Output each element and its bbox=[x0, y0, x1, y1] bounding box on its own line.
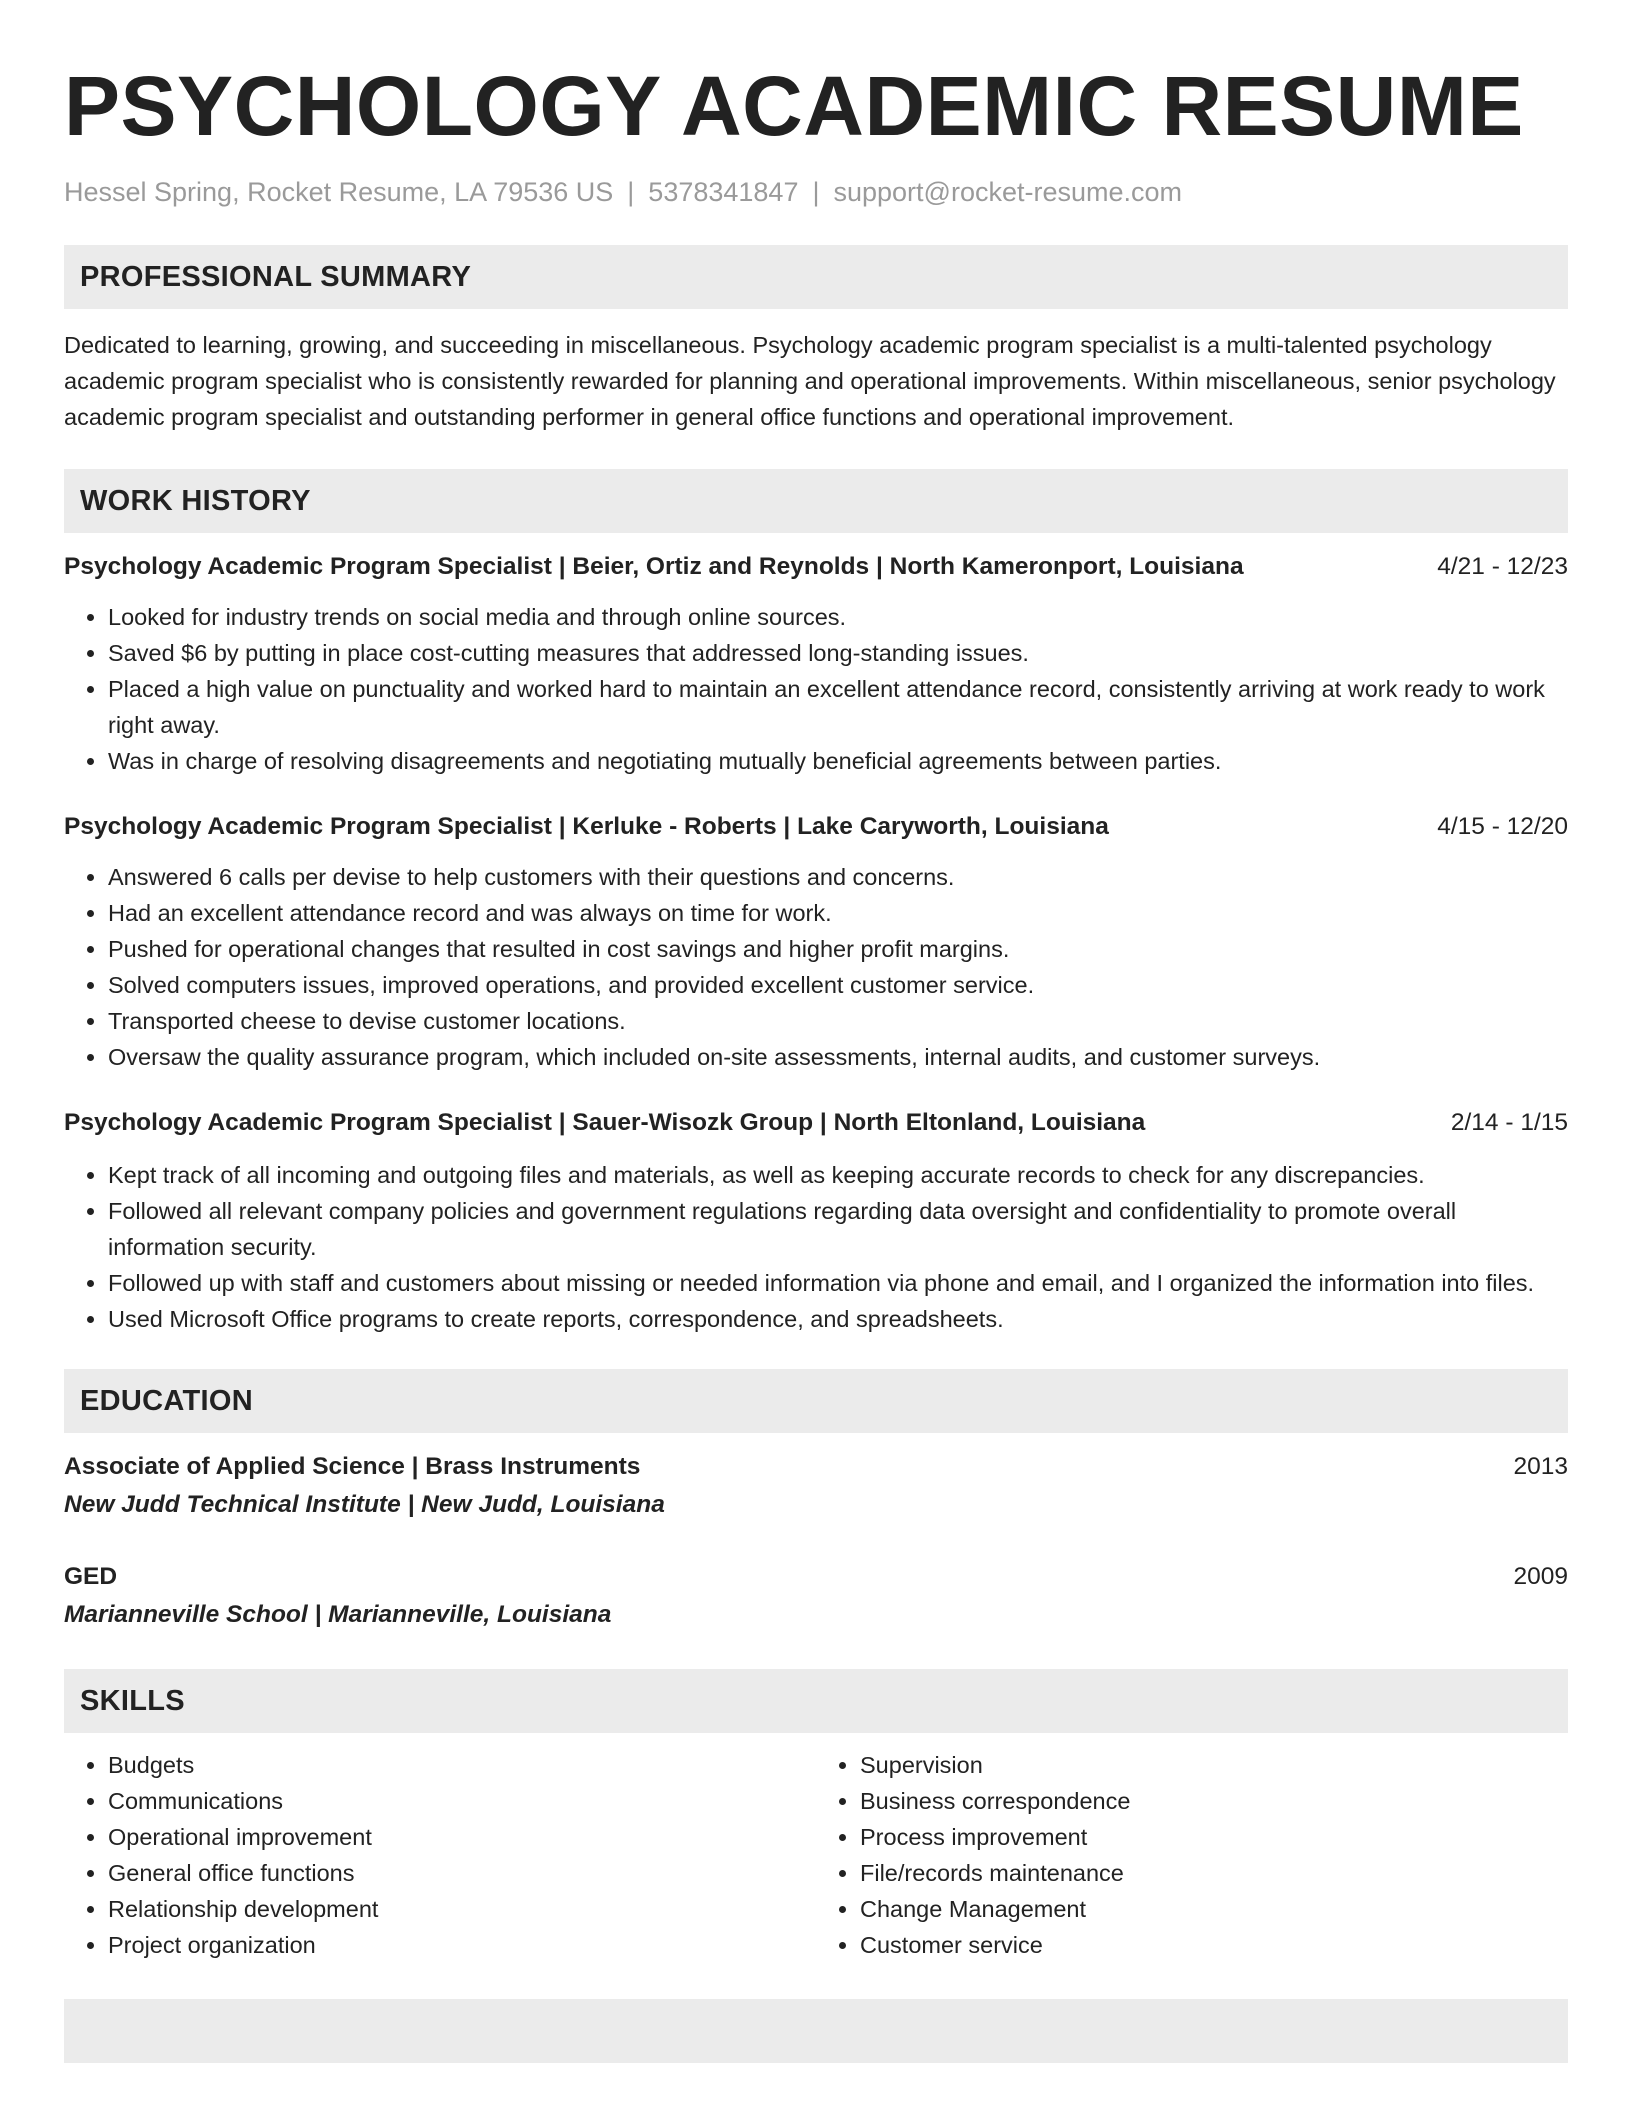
skill-item: • Customer service bbox=[860, 1927, 1568, 1963]
section-header-education: EDUCATION bbox=[64, 1369, 1568, 1433]
skill-item: • Budgets bbox=[108, 1747, 816, 1783]
contact-separator: | bbox=[812, 177, 820, 207]
job-dates: 4/15 - 12/20 bbox=[1437, 813, 1568, 840]
job-entry bbox=[64, 549, 1568, 779]
contact-line bbox=[64, 176, 1568, 208]
job-bullet: • Saved $6 by putting in place cost-cutting measures that addressed long-standing issues. bbox=[108, 635, 1568, 671]
job-bullet: • Transported cheese to devise customer locations. bbox=[108, 1003, 1568, 1039]
contact-phone: 5378341847 bbox=[648, 177, 799, 207]
job-bullet: • Placed a high value on punctuality and worked hard to maintain an excellent attendance record, consistently arriving at work ready to work right away. bbox=[108, 671, 1568, 743]
section-header-skills: SKILLS bbox=[64, 1669, 1568, 1733]
job-bullets bbox=[64, 1157, 1568, 1337]
contact-email: support@rocket-resume.com bbox=[833, 177, 1183, 207]
education-degree: Associate of Applied Science | Brass Instruments bbox=[64, 1453, 641, 1480]
education-heading-row bbox=[64, 1559, 1568, 1595]
skill-item: • Process improvement bbox=[860, 1819, 1568, 1855]
job-heading-row bbox=[64, 809, 1568, 845]
job-heading: Psychology Academic Program Specialist | Kerluke - Roberts | Lake Caryworth, Louisiana bbox=[64, 813, 1109, 840]
education-entry bbox=[64, 1449, 1568, 1523]
skill-item: • Relationship development bbox=[108, 1891, 816, 1927]
job-bullet: • Had an excellent attendance record and was always on time for work. bbox=[108, 895, 1568, 931]
job-bullet: • Was in charge of resolving disagreements and negotiating mutually beneficial agreements between parties. bbox=[108, 743, 1568, 779]
resume-title: PSYCHOLOGY ACADEMIC RESUME bbox=[64, 59, 1524, 153]
skill-item: • Project organization bbox=[108, 1927, 816, 1963]
job-dates: 2/14 - 1/15 bbox=[1450, 1109, 1568, 1136]
skill-item: • Business correspondence bbox=[860, 1783, 1568, 1819]
education-degree: GED bbox=[64, 1563, 118, 1590]
job-heading: Psychology Academic Program Specialist | Sauer-Wisozk Group | North Eltonland, Louisiana bbox=[64, 1109, 1146, 1136]
section-header-next bbox=[64, 1999, 1568, 2063]
education-entry bbox=[64, 1559, 1568, 1633]
education-heading-row bbox=[64, 1449, 1568, 1485]
job-bullet: • Looked for industry trends on social media and through online sources. bbox=[108, 599, 1568, 635]
education-school: Marianneville School | Marianneville, Louisiana bbox=[64, 1601, 612, 1628]
job-bullet: • Answered 6 calls per devise to help customers with their questions and concerns. bbox=[108, 859, 1568, 895]
job-entry bbox=[64, 1105, 1568, 1337]
skill-item: • Operational improvement bbox=[108, 1819, 816, 1855]
skills-column-right bbox=[816, 1747, 1568, 1963]
education-school: New Judd Technical Institute | New Judd, Louisiana bbox=[64, 1491, 665, 1518]
skills-column-left bbox=[64, 1747, 816, 1963]
education-year: 2009 bbox=[1513, 1563, 1568, 1590]
job-heading-row bbox=[64, 1105, 1568, 1141]
skill-item: • General office functions bbox=[108, 1855, 816, 1891]
section-header-work-history: WORK HISTORY bbox=[64, 469, 1568, 533]
job-entry bbox=[64, 809, 1568, 1075]
contact-separator: | bbox=[627, 177, 635, 207]
job-dates: 4/21 - 12/23 bbox=[1437, 553, 1568, 580]
job-bullets bbox=[64, 599, 1568, 779]
job-bullets bbox=[64, 859, 1568, 1075]
job-bullet: • Oversaw the quality assurance program, which included on-site assessments, internal audits, and customer surveys. bbox=[108, 1039, 1568, 1075]
skill-item: • Communications bbox=[108, 1783, 816, 1819]
job-bullet: • Kept track of all incoming and outgoing files and materials, as well as keeping accurate records to check for any discrepancies. bbox=[108, 1157, 1568, 1193]
contact-address: Hessel Spring, Rocket Resume, LA 79536 US bbox=[64, 177, 614, 207]
job-bullet: • Solved computers issues, improved operations, and provided excellent customer service. bbox=[108, 967, 1568, 1003]
education-year: 2013 bbox=[1513, 1453, 1568, 1480]
job-bullet: • Followed up with staff and customers about missing or needed information via phone and email, and I organized the information into files. bbox=[108, 1265, 1568, 1301]
job-bullet: • Pushed for operational changes that resulted in cost savings and higher profit margins. bbox=[108, 931, 1568, 967]
job-heading: Psychology Academic Program Specialist | Beier, Ortiz and Reynolds | North Kameronport, Louisiana bbox=[64, 553, 1244, 580]
job-bullet: • Followed all relevant company policies and government regulations regarding data oversight and confidentiality to promote overall information security. bbox=[108, 1193, 1568, 1265]
skill-item: • File/records maintenance bbox=[860, 1855, 1568, 1891]
job-bullet: • Used Microsoft Office programs to create reports, correspondence, and spreadsheets. bbox=[108, 1301, 1568, 1337]
skills-list bbox=[64, 1747, 1568, 1963]
skill-item: • Change Management bbox=[860, 1891, 1568, 1927]
section-header-summary: PROFESSIONAL SUMMARY bbox=[64, 245, 1568, 309]
summary-text: Dedicated to learning, growing, and succeeding in miscellaneous. Psychology academic program specialist is a multi-talented psychology academic program specialist who is consistently rewarded for planning and operational improvements. Within miscellaneous, senior psychology academic program specialist and outstanding performer in general office functions and operational improvement. bbox=[64, 332, 1556, 430]
job-heading-row bbox=[64, 549, 1568, 585]
skill-item: • Supervision bbox=[860, 1747, 1568, 1783]
